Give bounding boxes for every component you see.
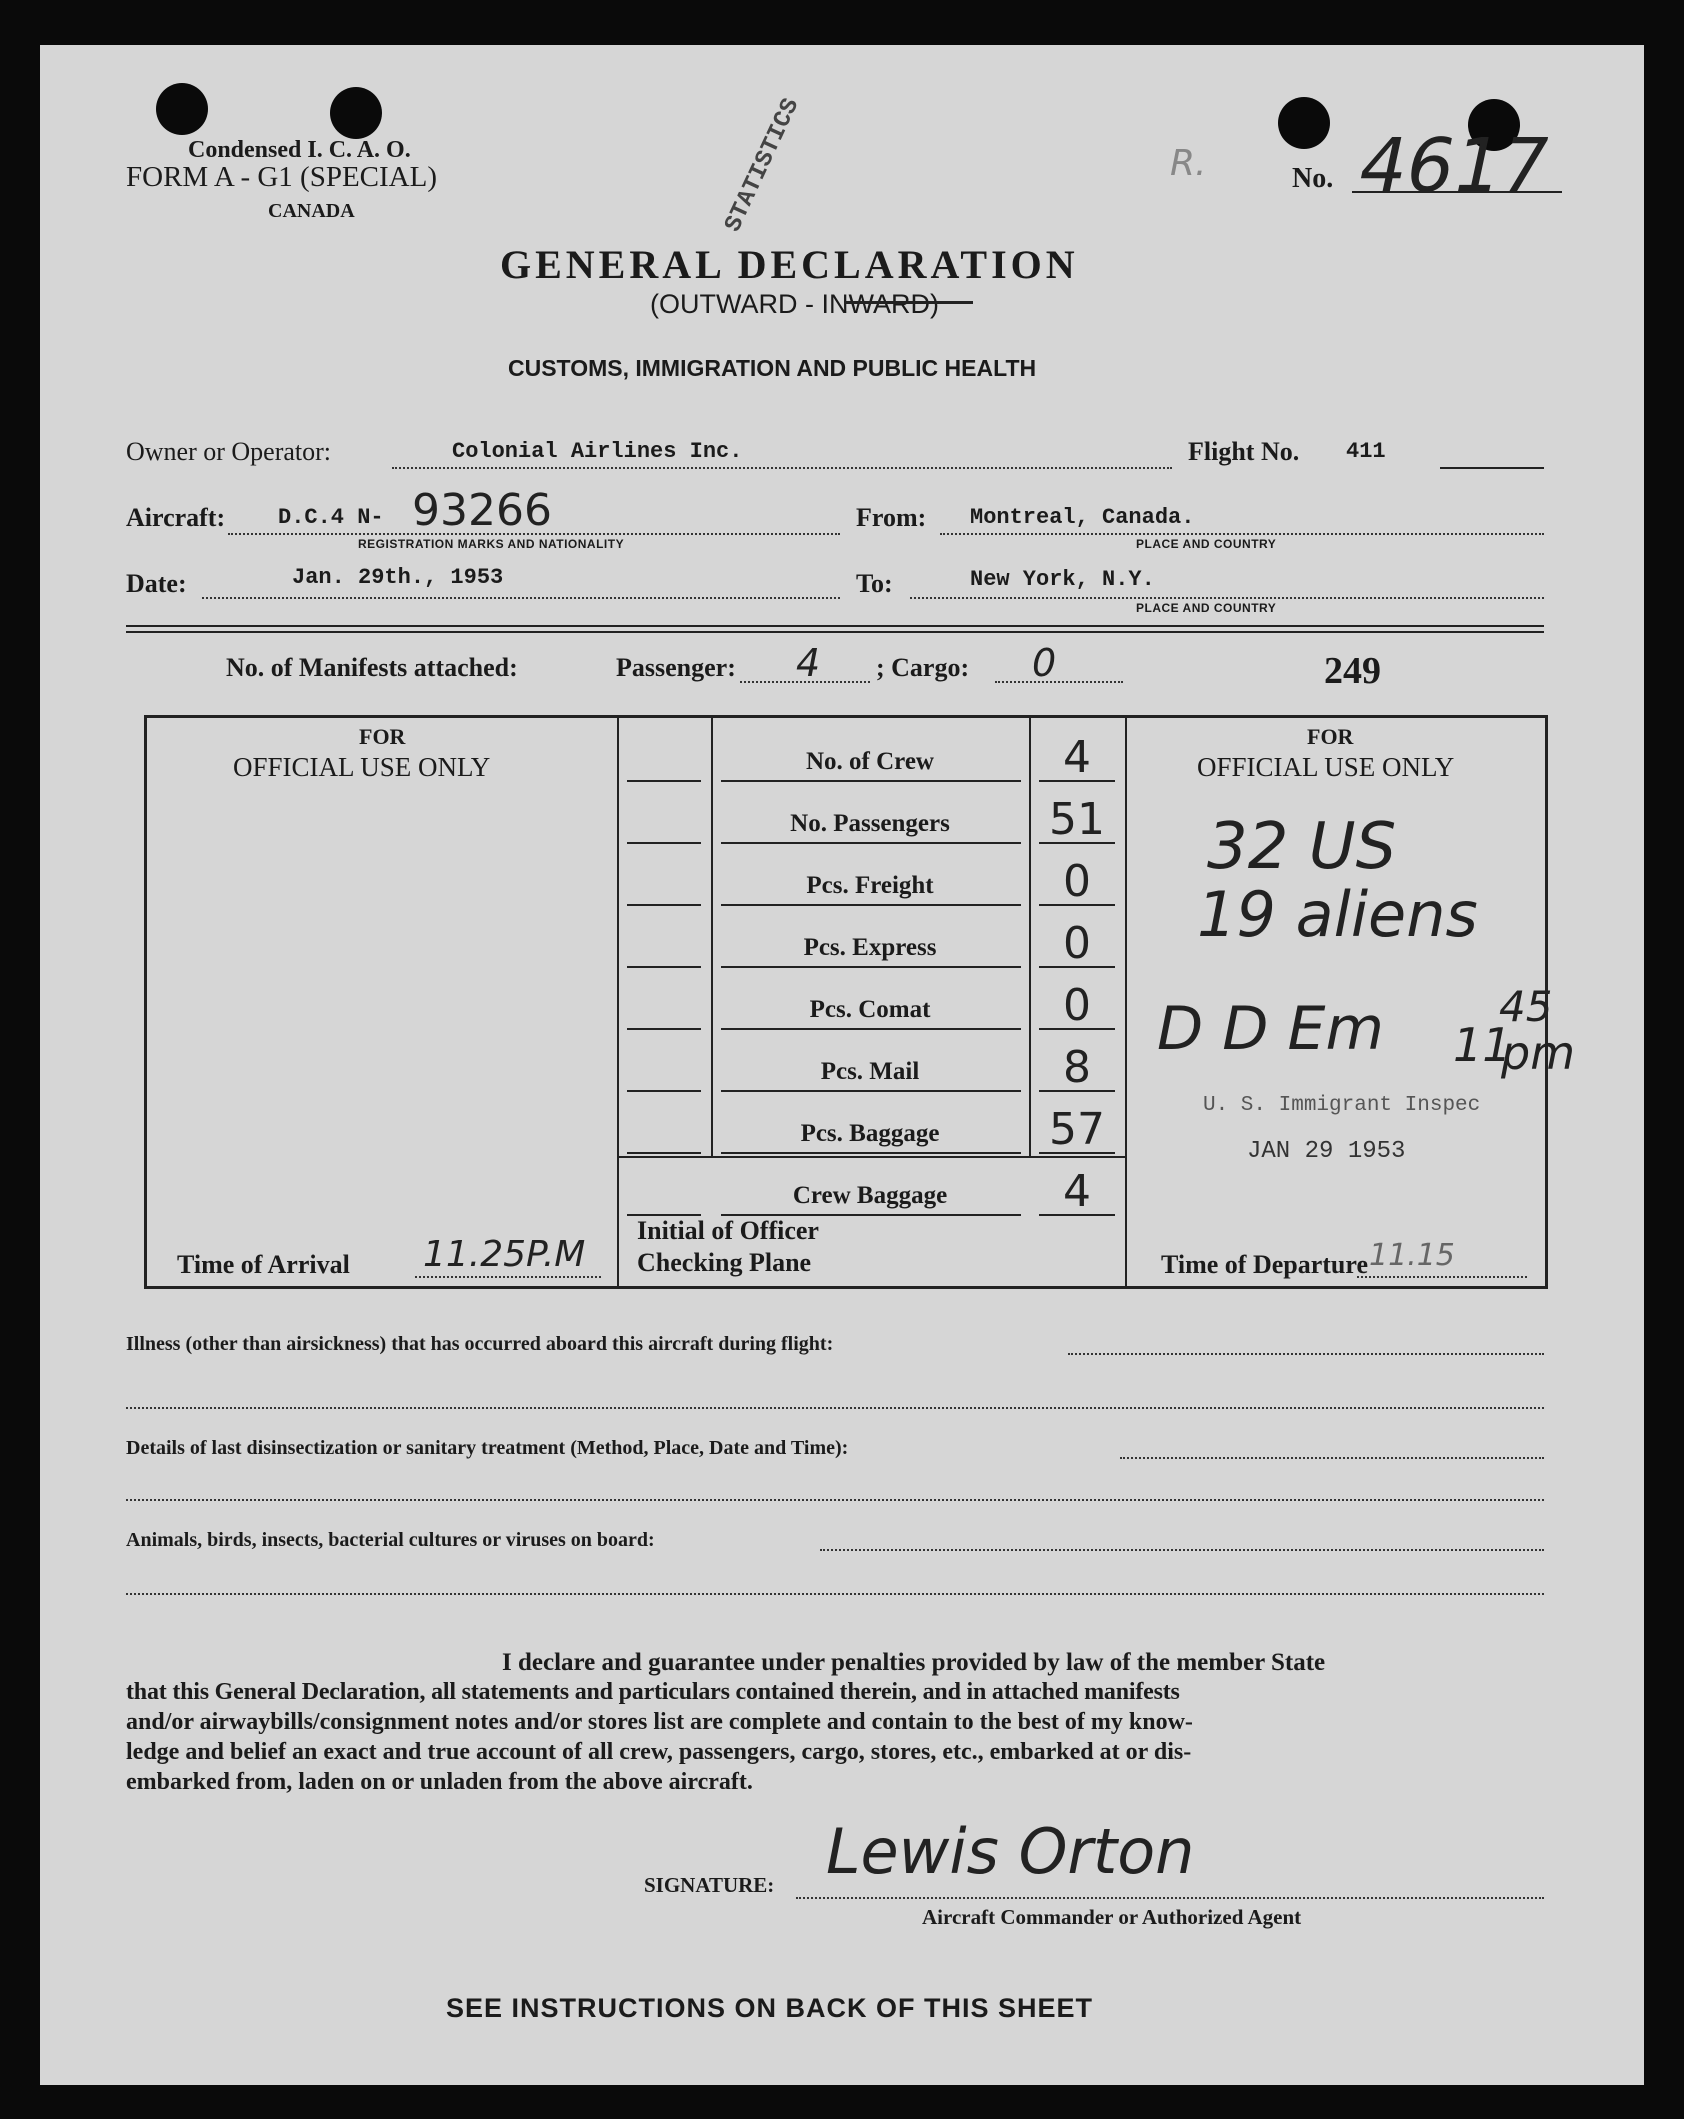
owner-value[interactable]: Colonial Airlines Inc. <box>452 439 743 464</box>
illness-field-line <box>1068 1353 1544 1355</box>
left-official-head1: FOR <box>359 724 406 749</box>
to-field-line <box>910 597 1544 599</box>
signature-value[interactable]: Lewis Orton <box>826 1815 1195 1888</box>
declaration-form-sheet <box>40 45 1644 2085</box>
section-rule <box>126 631 1544 633</box>
aircraft-label: Aircraft: <box>126 503 226 532</box>
row-value[interactable]: 4 <box>1063 732 1091 783</box>
date-field-line <box>202 597 840 599</box>
official-use-table <box>144 715 1576 1289</box>
punch-hole <box>330 87 382 139</box>
officer-label1: Initial of Officer <box>637 1216 819 1245</box>
to-label: To: <box>856 569 893 598</box>
handwritten-time-pm: pm <box>1501 1026 1576 1080</box>
official-use-dash <box>627 966 701 968</box>
signature-label: SIGNATURE: <box>644 1873 775 1897</box>
illness-question: Illness (other than airsickness) that has occurred aboard this aircraft during flight: <box>126 1333 834 1355</box>
row-underline <box>721 780 1021 782</box>
handwritten-time-hour: 11 <box>1453 1018 1512 1072</box>
right-official-head2: OFFICIAL USE ONLY <box>1197 752 1455 782</box>
page-subject: CUSTOMS, IMMIGRATION AND PUBLIC HEALTH <box>508 355 1037 381</box>
disinsectization-question: Details of last disinsectization or sanitary treatment (Method, Place, Date and Time): <box>126 1437 849 1459</box>
row-underline <box>721 904 1021 906</box>
row-underline <box>721 1028 1021 1030</box>
handwritten-time-min: 45 <box>1499 982 1553 1031</box>
row-label: Pcs. Freight <box>806 872 934 899</box>
flight-field-line <box>1440 467 1544 469</box>
aircraft-field-line <box>228 533 840 535</box>
departure-value[interactable]: 11.15 <box>1369 1238 1455 1273</box>
row-value-underline <box>1039 1028 1115 1030</box>
row-label: Pcs. Express <box>803 934 937 961</box>
form-number-label: No. <box>1292 163 1334 194</box>
arrival-field-line <box>415 1276 601 1278</box>
official-use-dash <box>627 904 701 906</box>
form-header-line2: FORM A - G1 (SPECIAL) <box>126 161 437 193</box>
table-divider <box>617 718 619 1286</box>
departure-label: Time of Departure <box>1161 1250 1368 1279</box>
from-caption: PLACE AND COUNTRY <box>1136 537 1277 551</box>
row-underline <box>721 966 1021 968</box>
left-official-head2: OFFICIAL USE ONLY <box>233 752 491 782</box>
row-value[interactable]: 0 <box>1063 856 1091 907</box>
handwritten-mark: R. <box>1170 143 1207 184</box>
page-title: GENERAL DECLARATION <box>500 242 1079 287</box>
departure-field-line <box>1357 1276 1527 1278</box>
owner-field-line <box>392 467 1172 469</box>
row-value[interactable]: 57 <box>1049 1104 1105 1155</box>
to-caption: PLACE AND COUNTRY <box>1136 601 1277 615</box>
row-value-underline <box>1039 966 1115 968</box>
passenger-field-line <box>740 681 870 683</box>
row-label: Pcs. Comat <box>809 996 931 1023</box>
right-official-head1: FOR <box>1307 724 1354 749</box>
row-value-underline <box>1039 780 1115 782</box>
row-label: Crew Baggage <box>792 1182 948 1209</box>
flight-value[interactable]: 411 <box>1346 439 1386 464</box>
aircraft-caption: REGISTRATION MARKS AND NATIONALITY <box>358 537 625 551</box>
official-use-dash <box>627 842 701 844</box>
row-label: Pcs. Mail <box>820 1058 920 1085</box>
from-label: From: <box>856 503 927 532</box>
page-subtitle: (OUTWARD - INWARD) <box>650 289 939 319</box>
illness-field-line2 <box>126 1407 1544 1409</box>
animals-field-line2 <box>126 1593 1544 1595</box>
form-header-line1: Condensed I. C. A. O. <box>188 137 411 163</box>
handwritten-note-aliens: 19 aliens <box>1197 878 1478 951</box>
declaration-line2: that this General Declaration, all statements and particulars contained therein, and in attached manifests <box>126 1679 1180 1705</box>
signature-caption: Aircraft Commander or Authorized Agent <box>922 1905 1302 1929</box>
cargo-field-line <box>995 681 1123 683</box>
to-value[interactable]: New York, N.Y. <box>970 567 1155 592</box>
statistics-stamp: STATISTICS <box>720 94 806 237</box>
aircraft-registration[interactable]: 93266 <box>412 485 552 536</box>
row-label: No. of Crew <box>806 748 934 775</box>
animals-field-line <box>820 1549 1544 1551</box>
declaration-line4: ledge and belief an exact and true account of all crew, passengers, cargo, stores, etc., embarked at or dis- <box>126 1739 1192 1765</box>
row-value[interactable]: 51 <box>1049 794 1105 845</box>
table-divider <box>617 1156 1125 1158</box>
row-value-underline <box>1039 842 1115 844</box>
from-value[interactable]: Montreal, Canada. <box>970 505 1195 530</box>
from-field-line <box>940 533 1544 535</box>
form-number-underline <box>1352 191 1562 193</box>
handwritten-inspector-initials: D D Em <box>1157 994 1384 1064</box>
official-use-dash <box>627 1028 701 1030</box>
official-use-dash <box>627 1090 701 1092</box>
footer-instructions: SEE INSTRUCTIONS ON BACK OF THIS SHEET <box>446 1993 1094 2023</box>
row-value-underline <box>1039 1090 1115 1092</box>
row-value[interactable]: 4 <box>1063 1166 1091 1217</box>
immigration-stamp-date: JAN 29 1953 <box>1247 1138 1406 1165</box>
declaration-line5: embarked from, laden on or unladen from the above aircraft. <box>126 1769 753 1795</box>
owner-label: Owner or Operator: <box>126 437 332 466</box>
handwritten-note-us: 32 US <box>1207 810 1397 884</box>
table-divider <box>1125 718 1127 1286</box>
date-label: Date: <box>126 569 187 598</box>
manifest-passenger-label: Passenger: <box>616 653 736 682</box>
manifest-number: 249 <box>1324 650 1381 692</box>
officer-label2: Checking Plane <box>637 1248 812 1277</box>
row-value-underline <box>1039 1152 1115 1154</box>
animals-question: Animals, birds, insects, bacterial cultures or viruses on board: <box>126 1529 655 1551</box>
row-underline <box>721 842 1021 844</box>
arrival-label: Time of Arrival <box>177 1250 350 1279</box>
disinsectization-field-line <box>1120 1457 1544 1459</box>
punch-hole <box>156 83 208 135</box>
official-use-dash <box>627 780 701 782</box>
immigration-stamp-text: U. S. Immigrant Inspec <box>1203 1094 1481 1117</box>
arrival-value[interactable]: 11.25P.M <box>423 1234 586 1275</box>
official-use-dash <box>627 1152 701 1154</box>
form-number-value: 4617 <box>1350 123 1558 209</box>
inward-strike <box>845 301 973 304</box>
row-value[interactable]: 8 <box>1063 1042 1091 1093</box>
declaration-line3: and/or airwaybills/consignment notes and/or stores list are complete and contain to the best of my know- <box>126 1709 1193 1735</box>
row-label: Pcs. Baggage <box>800 1120 940 1147</box>
section-rule <box>126 625 1544 627</box>
declaration-line1: I declare and guarantee under penalties provided by law of the member State <box>502 1649 1326 1676</box>
date-value[interactable]: Jan. 29th., 1953 <box>292 565 504 590</box>
form-header-line3: CANADA <box>268 200 355 222</box>
row-value-underline <box>1039 904 1115 906</box>
row-underline <box>721 1090 1021 1092</box>
aircraft-type[interactable]: D.C.4 N- <box>278 505 384 530</box>
disinsectization-field-line2 <box>126 1499 1544 1501</box>
row-value[interactable]: 0 <box>1063 918 1091 969</box>
signature-field-line <box>796 1897 1544 1899</box>
manifests-label: No. of Manifests attached: <box>226 653 518 682</box>
row-value[interactable]: 0 <box>1063 980 1091 1031</box>
manifest-passenger-value[interactable]: 4 <box>796 641 821 685</box>
punch-hole <box>1278 97 1330 149</box>
manifest-cargo-value[interactable]: 0 <box>1032 641 1057 685</box>
manifest-cargo-label: ; Cargo: <box>876 653 970 682</box>
row-value-underline <box>1039 1214 1115 1216</box>
flight-label: Flight No. <box>1188 437 1300 466</box>
row-underline <box>721 1152 1021 1154</box>
row-label: No. Passengers <box>790 810 950 837</box>
